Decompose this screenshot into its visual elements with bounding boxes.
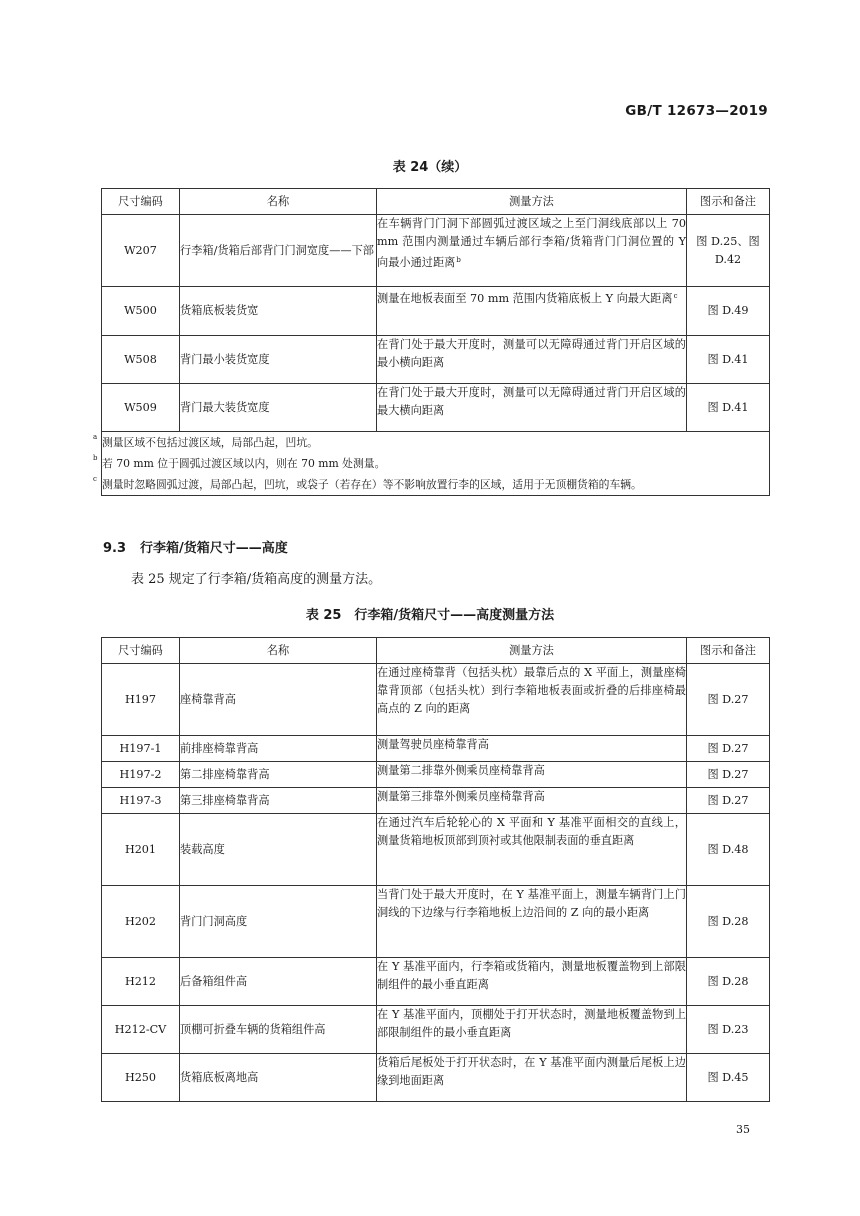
table24-header-fig: 图示和备注 (687, 189, 770, 215)
dimension-name: 背门最大装货宽度 (180, 384, 377, 432)
footnote-text: 测量区域不包括过渡区域，局部凸起，凹坑。 (102, 436, 318, 449)
dimension-code: H250 (102, 1054, 180, 1102)
measurement-method: 测量驾驶员座椅靠背高 (377, 736, 687, 762)
page-number: 35 (736, 1123, 750, 1136)
dimension-name: 顶棚可折叠车辆的货箱组件高 (180, 1006, 377, 1054)
table24 (93, 188, 770, 496)
table25-header-name: 名称 (180, 638, 377, 664)
table-row (102, 336, 770, 384)
table25-header-fig: 图示和备注 (687, 638, 770, 664)
table-row (102, 1006, 770, 1054)
dimension-name: 后备箱组件高 (180, 958, 377, 1006)
table24-header-name: 名称 (180, 189, 377, 215)
figure-ref: 图 D.27 (687, 736, 770, 762)
measurement-method (377, 215, 687, 287)
figure-ref: 图 D.45 (687, 1054, 770, 1102)
table24-footnotes-row (102, 432, 770, 496)
table-row (102, 215, 770, 287)
section-heading (103, 537, 288, 556)
footnote (93, 474, 769, 495)
footnote-text: 测量时忽略圆弧过渡，局部凸起，凹坑，或袋子（若存在）等不影响放置行李的区域，适用于无顶棚货箱的车辆。 (102, 478, 642, 491)
dimension-code: W508 (102, 336, 180, 384)
method-text: 测量在地板表面至 70 mm 范围内货箱底板上 Y 向最大距离 (377, 292, 673, 305)
footnote (93, 453, 769, 474)
figure-ref: 图 D.28 (687, 886, 770, 958)
footnote-mark: c (93, 475, 97, 483)
dimension-code: W500 (102, 287, 180, 336)
dimension-name: 第三排座椅靠背高 (180, 788, 377, 814)
measurement-method: 当背门处于最大开度时，在 Y 基准平面上，测量车辆背门上门洞线的下边缘与行李箱地板上边沿间的 Z 向的最小距离 (377, 886, 687, 958)
footnote-mark: b (93, 454, 98, 462)
section-paragraph: 表 25 规定了行李箱/货箱高度的测量方法。 (131, 572, 382, 587)
measurement-method: 测量第二排靠外侧乘员座椅靠背高 (377, 762, 687, 788)
figure-ref: 图 D.27 (687, 664, 770, 736)
dimension-name: 货箱底板装货宽 (180, 287, 377, 336)
measurement-method: 在 Y 基准平面内，行李箱或货箱内，测量地板覆盖物到上部限制组件的最小垂直距离 (377, 958, 687, 1006)
dimension-name: 背门最小装货宽度 (180, 336, 377, 384)
footnote-ref: c (673, 292, 678, 300)
dimension-code: H201 (102, 814, 180, 886)
table24-footnotes (93, 432, 770, 496)
dimension-code: H197 (102, 664, 180, 736)
measurement-method: 货箱后尾板处于打开状态时，在 Y 基准平面内测量后尾板上边缘到地面距离 (377, 1054, 687, 1102)
measurement-method: 测量第三排靠外侧乘员座椅靠背高 (377, 788, 687, 814)
figure-ref: 图 D.25、图 D.42 (687, 215, 770, 287)
method-text: 在车辆背门门洞下部圆弧过渡区域之上至门洞线底部以上 70 mm 范围内测量通过车辆后部行李箱/货箱背门门洞位置的 Y 向最小通过距离 (377, 217, 686, 269)
table25-header-row (102, 638, 770, 664)
table-row (102, 958, 770, 1006)
table25-header-code: 尺寸编码 (102, 638, 180, 664)
standard-code: GB/T 12673—2019 (625, 103, 768, 119)
dimension-name: 前排座椅靠背高 (180, 736, 377, 762)
dimension-code: H197-1 (102, 736, 180, 762)
table24-header-method: 测量方法 (377, 189, 687, 215)
footnote-ref: b (456, 256, 461, 264)
method-text: 在背门处于最大开度时，测量可以无障碍通过背门开启区域的最大横向距离 (377, 386, 686, 417)
table24-caption: 表 24（续） (392, 160, 468, 175)
figure-ref: 图 D.41 (687, 384, 770, 432)
table-row (102, 384, 770, 432)
footnote-mark: a (93, 433, 98, 441)
table-row (102, 287, 770, 336)
table25 (101, 637, 770, 1102)
dimension-name: 背门门洞高度 (180, 886, 377, 958)
dimension-code: W509 (102, 384, 180, 432)
figure-ref: 图 D.28 (687, 958, 770, 1006)
dimension-name: 行李箱/货箱后部背门门洞宽度——下部 (180, 215, 377, 287)
measurement-method: 在通过汽车后轮轮心的 X 平面和 Y 基准平面相交的直线上，测量货箱地板顶部到顶衬或其他限制表面的垂直距离 (377, 814, 687, 886)
table24-header-row (102, 189, 770, 215)
dimension-code: H197-3 (102, 788, 180, 814)
dimension-name: 座椅靠背高 (180, 664, 377, 736)
figure-ref: 图 D.27 (687, 788, 770, 814)
figure-ref: 图 D.48 (687, 814, 770, 886)
measurement-method (377, 336, 687, 384)
table25-caption: 表 25 行李箱/货箱尺寸——高度测量方法 (305, 608, 555, 623)
dimension-code: W207 (102, 215, 180, 287)
method-text: 在背门处于最大开度时，测量可以无障碍通过背门开启区域的最小横向距离 (377, 338, 686, 369)
table-row (102, 788, 770, 814)
table-row (102, 736, 770, 762)
table-row (102, 886, 770, 958)
measurement-method: 在 Y 基准平面内，顶棚处于打开状态时，测量地板覆盖物到上部限制组件的最小垂直距离 (377, 1006, 687, 1054)
footnote (93, 432, 769, 453)
measurement-method: 在通过座椅靠背（包括头枕）最靠后点的 X 平面上，测量座椅靠背顶部（包括头枕）到行李箱地板表面或折叠的后排座椅最高点的 Z 向的距离 (377, 664, 687, 736)
table-row (102, 1054, 770, 1102)
section-title: 行李箱/货箱尺寸——高度 (140, 541, 288, 556)
dimension-code: H202 (102, 886, 180, 958)
table-row (102, 814, 770, 886)
footnote-text: 若 70 mm 位于圆弧过渡区域以内，则在 70 mm 处测量。 (102, 457, 386, 470)
dimension-code: H212 (102, 958, 180, 1006)
dimension-code: H197-2 (102, 762, 180, 788)
table24-header-code: 尺寸编码 (102, 189, 180, 215)
dimension-code: H212-CV (102, 1006, 180, 1054)
figure-ref: 图 D.27 (687, 762, 770, 788)
dimension-name: 货箱底板离地高 (180, 1054, 377, 1102)
measurement-method (377, 287, 687, 336)
table-row (102, 664, 770, 736)
measurement-method (377, 384, 687, 432)
figure-ref: 图 D.41 (687, 336, 770, 384)
dimension-name: 装载高度 (180, 814, 377, 886)
table-row (102, 762, 770, 788)
figure-ref: 图 D.49 (687, 287, 770, 336)
section-number: 9.3 (103, 541, 127, 556)
dimension-name: 第二排座椅靠背高 (180, 762, 377, 788)
table25-header-method: 测量方法 (377, 638, 687, 664)
figure-ref: 图 D.23 (687, 1006, 770, 1054)
